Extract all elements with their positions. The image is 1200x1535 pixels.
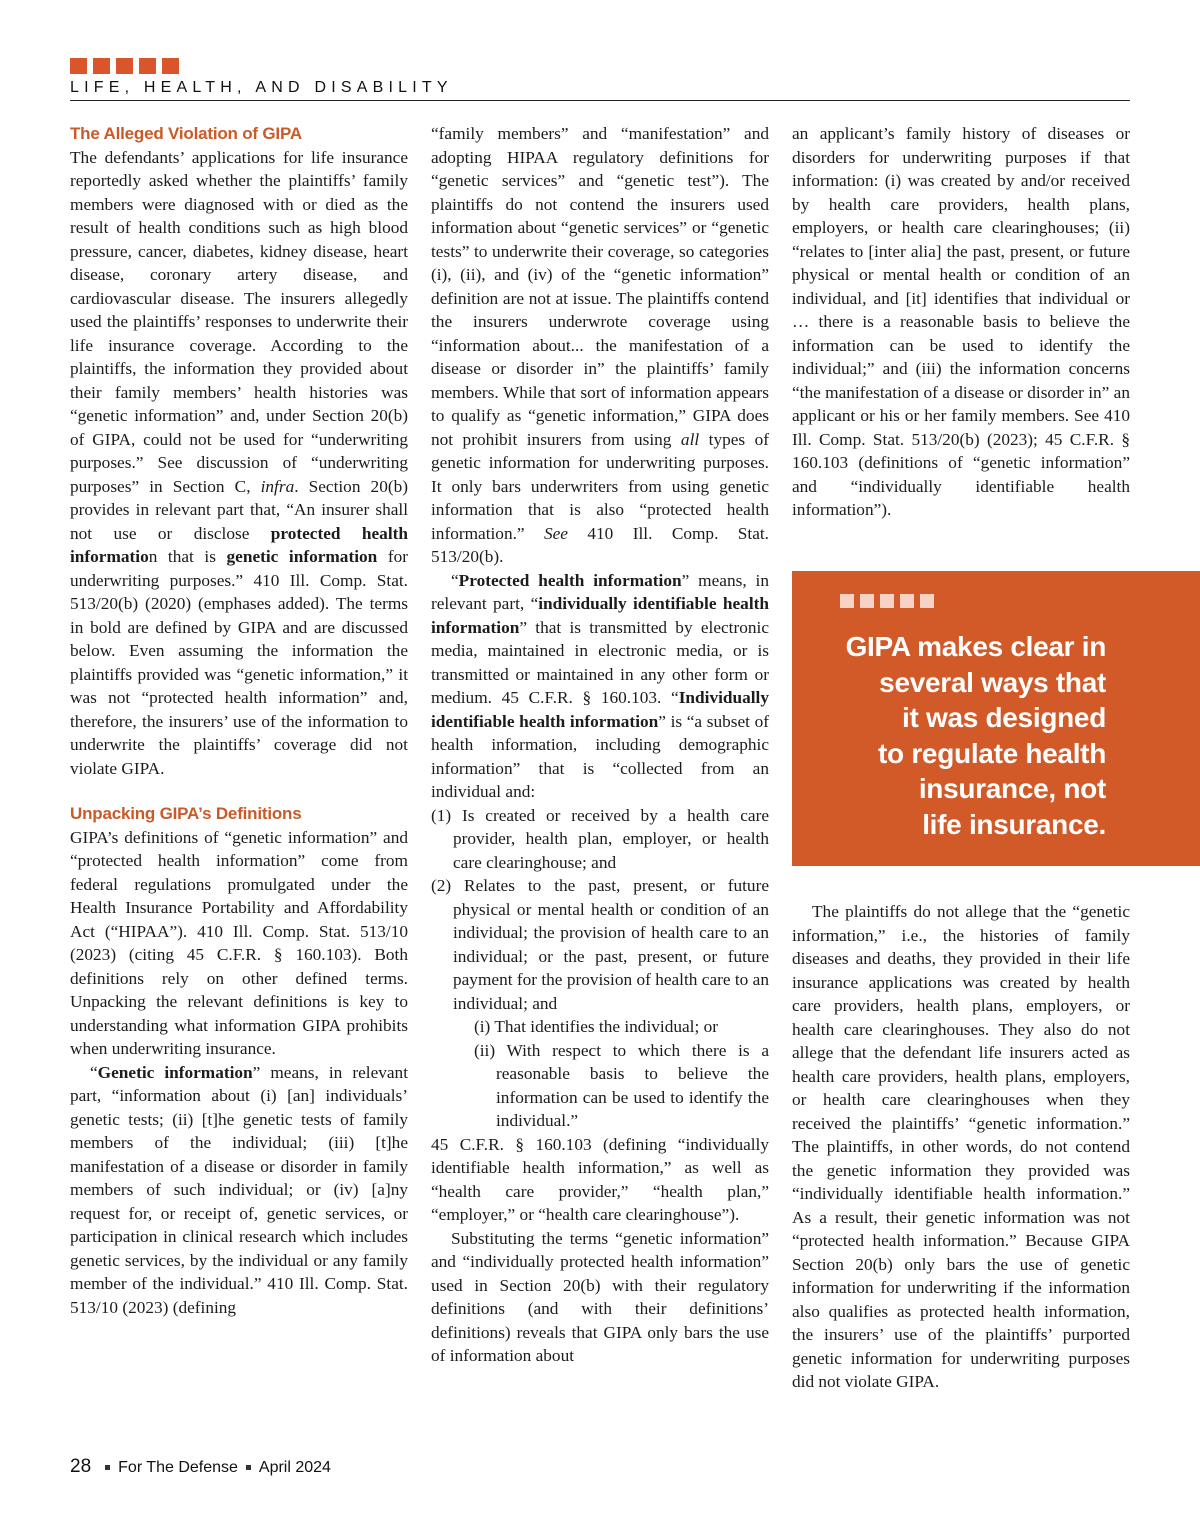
pull-quote-text [786, 629, 1106, 842]
section-label: LIFE, HEALTH, AND DISABILITY [70, 79, 453, 96]
square-icon [162, 58, 179, 74]
paragraph: The defendants’ applications for life insurance reportedly asked whether the plaintiffs’ family members were diagnosed with or died as the result of health conditions such as high blood pressure, cancer, diabetes, kidney disease, heart disease, coronary artery disease, and cardiovascular disease. The insurers allegedly used the plaintiffs’ responses to underwrite their life insurance coverage. According to the plaintiffs, the information they provided about their family members’ health histories was “genetic information” and, under Section 20(b) of GIPA, could not be used for “underwriting purposes.” See discussion of “underwriting purposes” in Section C, infra. Section 20(b) provides in relevant part that, “An insurer shall not use or disclose protected health information that is genetic information for underwriting purposes.” 410 Ill. Comp. Stat. 513/20(b) (2020) (emphases added). The terms in bold are defined by GIPA and are discussed below. Even assuming the information the plaintiffs provided was “genetic information,” it was not “protected health information” and, therefore, the insurers’ use of the information to underwrite the plaintiffs’ coverage did not violate GIPA. [70, 147, 408, 778]
pull-quote-line: GIPA makes clear in [845, 631, 1106, 662]
square-icon [880, 594, 894, 608]
list-item: (i) That identifies the individual; or [474, 1017, 718, 1036]
pull-quote-line: to regulate health [878, 737, 1106, 769]
square-icon [70, 58, 87, 74]
paragraph: “family members” and “manifestation” and adopting HIPAA regulatory definitions for “genetic services” and “genetic test”). The plaintiffs do not contend the insurers used information about “genetic services” or “genetic tests” to underwrite their coverage, so categories (i), (ii), and (iv) of the “genetic information” definition are not at issue. The plaintiffs contend the insurers underwrote coverage using “information about... the manifestation of a disease or disorder in” the plaintiffs’ family members. While that sort of information appears to qualify as “genetic information,” GIPA does not prohibit insurers from using all types of genetic information for underwriting purposes. It only bars underwriters from using genetic information that is also “protected health information.” See 410 Ill. Comp. Stat. 513/20(b). [431, 124, 770, 566]
header-divider [70, 100, 1130, 101]
bullet-separator-icon [105, 1465, 110, 1470]
issue-date: April 2024 [258, 1459, 331, 1476]
list-item: (2) Relates to the past, present, or future physical or mental health or condition of an individual; the provision of health care to an individual; or the past, present, or future payment for the provision of health care to an individual; and [431, 876, 769, 1013]
header-squares-decoration [70, 58, 179, 74]
paragraph: Substituting the terms “genetic information” and “individually protected health information” used in Section 20(b) with their regulatory definitions (and with their definitions’ definitions) reveals that GIPA only bars the use of information about [431, 1228, 769, 1365]
section-heading: The Alleged Violation of GIPA [70, 124, 302, 143]
column-3 [792, 122, 1130, 522]
bullet-separator-icon [246, 1465, 251, 1470]
section-heading: Unpacking GIPA’s Definitions [70, 804, 302, 823]
column-2 [431, 122, 769, 1368]
paragraph: 45 C.F.R. § 160.103 (defining “individually identifiable health information,” as well as “health care provider,” “health plan,” “employer,” or “health care clearinghouse”). [431, 1134, 769, 1224]
paragraph: The plaintiffs do not allege that the “genetic information,” i.e., the histories of family diseases and deaths, they provided in their life insurance applications was created by health care providers, health plans, employers, or health care clearinghouses. They also do not allege that the defendant life insurers acted as health care providers, health plans, employers, or health care clearinghouses when they received the plaintiffs’ “genetic information.” The plaintiffs, in other words, do not contend the genetic information they provided was “individually identifiable health information.” As a result, their genetic information was not “protected health information.” Because GIPA Section 20(b) only bars the use of genetic information for underwriting if the information also qualifies as protected health information, the insurers’ use of the plaintiffs’ purported genetic information for underwriting purposes did not violate GIPA. [792, 902, 1130, 1391]
square-icon [116, 58, 133, 74]
paragraph: an applicant’s family history of diseases or disorders for underwriting purposes if that information: (i) was created by and/or received by health care providers, health plans, employers, or health care clearinghouses; (ii) “relates to [inter alia] the past, present, or future physical or mental health or condition of an individual, and [it] identifies that individual or … there is a reasonable basis to believe the information can be used to identify the individual;” and (iii) the information concerns “the manifestation of a disease or disorder in” an applicant or his or her family members. See 410 Ill. Comp. Stat. 513/20(b) (2023); 45 C.F.R. § 160.103 (definitions of “genetic information” and “individually identifiable health information”). [792, 124, 1130, 519]
pull-quote-squares-decoration [840, 594, 934, 608]
square-icon [900, 594, 914, 608]
square-icon [139, 58, 156, 74]
page-footer [70, 1456, 331, 1478]
pull-quote-line: several ways that [879, 666, 1106, 698]
square-icon [840, 594, 854, 608]
publication-name: For The Defense [118, 1459, 238, 1476]
paragraph: GIPA’s definitions of “genetic information” and “protected health information” come from federal regulations promulgated under the Health Insurance Portability and Affordability Act (“HIPAA”). 410 Ill. Comp. Stat. 513/10 (2023) (citing 45 C.F.R. § 160.103). Both definitions rely on other defined terms. Unpacking the relevant definitions is key to understanding what information GIPA prohibits when underwriting insurance. [70, 827, 408, 1058]
column-3-continued [792, 900, 1130, 1394]
pull-quote-line: insurance, not [918, 773, 1106, 804]
pull-quote-box [792, 571, 1200, 866]
pull-quote-line: it was designed [902, 702, 1106, 733]
pull-quote-line: life insurance. [922, 808, 1106, 840]
column-1 [70, 122, 408, 1319]
list-item: (1) Is created or received by a health care provider, health plan, employer, or health care clearinghouse; and [431, 805, 769, 872]
list-item: (ii) With respect to which there is a reasonable basis to believe the information can be used to identify the individual.” [474, 1040, 769, 1130]
square-icon [920, 594, 934, 608]
paragraph: “Protected health information” means, in relevant part, “individually identifiable health information” that is transmitted by electronic media, maintained in electronic media, or is transmitted or maintained in any other form or medium. 45 C.F.R. § 160.103. “Individually identifiable health information” is “a subset of health information, including demographic information” that is “collected from an individual and: [431, 570, 769, 801]
square-icon [860, 594, 874, 608]
page-number: 28 [70, 1456, 92, 1477]
paragraph: “Genetic information” means, in relevant part, “information about (i) [an] individuals’ genetic tests; (ii) [t]he genetic tests of family members of the individual; (iii) [t]he manifestation of a disease or disorder in family members of such individual; or (iv) [a]ny request for, or receipt of, genetic services, or participation in clinical research which includes genetic services, by the individual or any family member of the individual.” 410 Ill. Comp. Stat. 513/10 (2023) (defining [70, 1062, 408, 1317]
square-icon [93, 58, 110, 74]
